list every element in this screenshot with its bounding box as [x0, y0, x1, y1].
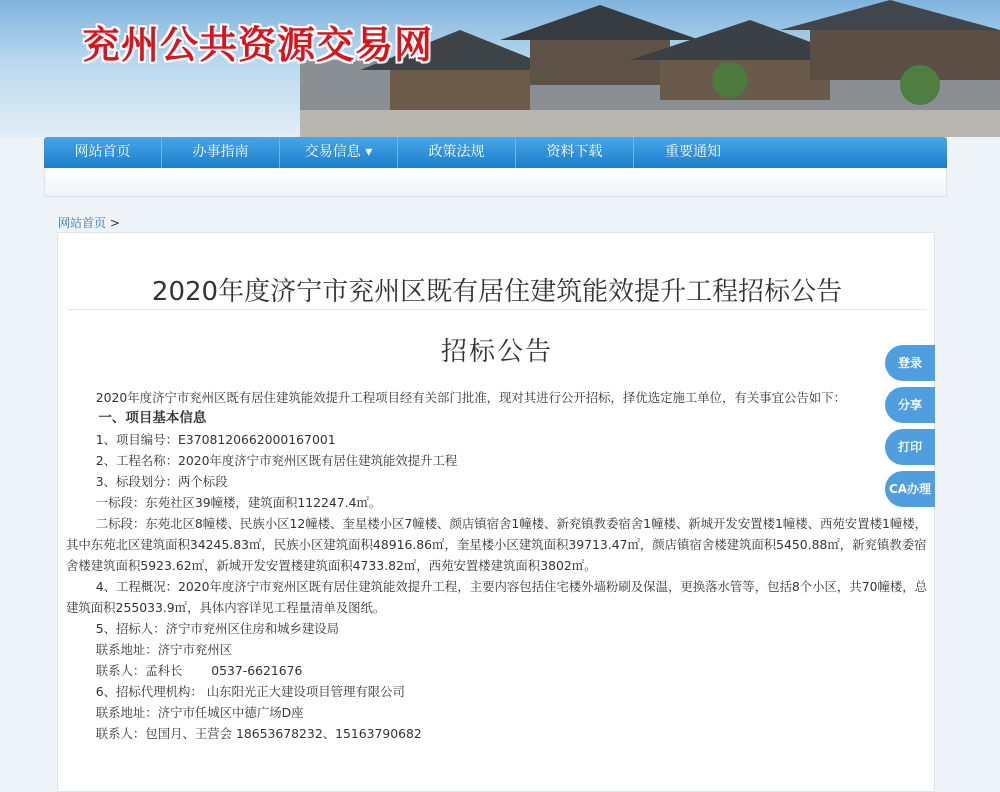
share-button[interactable]: 分享	[885, 387, 935, 423]
paragraph: 联系地址：济宁市任城区中德广场D座	[95, 705, 304, 720]
article-body	[66, 387, 931, 744]
print-button[interactable]: 打印	[885, 429, 935, 465]
nav-trade-info[interactable]: 交易信息 ▾	[280, 137, 398, 168]
ca-service-button[interactable]: CA办理	[885, 471, 935, 507]
site-title: 兖州公共资源交易网	[82, 23, 434, 67]
article-panel	[57, 232, 935, 792]
login-button[interactable]: 登录	[885, 345, 935, 381]
breadcrumb-separator: >	[106, 216, 120, 230]
paragraph: 6、招标代理机构： 山东阳光正大建设项目管理有限公司	[95, 684, 405, 699]
paragraph: 2、工程名称：2020年度济宁市兖州区既有居住建筑能效提升工程	[95, 453, 458, 468]
section-heading: 一、项目基本信息	[98, 410, 207, 426]
main-nav	[44, 137, 947, 168]
article-title: 2020年度济宁市兖州区既有居住建筑能效提升工程招标公告	[151, 277, 843, 307]
nav-notices[interactable]: 重要通知	[665, 144, 721, 160]
paragraph: 联系地址：济宁市兖州区	[95, 642, 233, 657]
paragraph: 一标段：东苑社区39幢楼，建筑面积112247.4㎡。	[95, 495, 382, 510]
nav-downloads[interactable]: 资料下载	[516, 137, 634, 168]
paragraph: 4、工程概况：2020年度济宁市兖州区既有居住建筑能效提升工程，主要内容包括住宅楼外墙粉刷及保温，更换落水管等，包括8个小区，共70幢楼，总建筑面积255033.9㎡，具体内容详见工程量清单及图纸。	[66, 579, 928, 615]
paragraph: 二标段：东苑北区8幢楼、民族小区12幢楼、奎星楼小区7幢楼、颜店镇宿舍1幢楼、新兖镇教委宿舍1幢楼、新城开发安置楼1幢楼、西苑安置楼1幢楼，其中东苑北区建筑面积34245.83㎡，民族小区建筑面积48916.86㎡，奎星楼小区建筑面积39713.47㎡，颜店镇宿舍楼建筑面积5450.88㎡，新兖镇教委宿舍楼建筑面积5923.62㎡，新城开发安置楼建筑面积4733.82㎡，西苑安置楼建筑面积3802㎡。	[66, 516, 928, 573]
nav-home[interactable]: 网站首页	[44, 137, 162, 168]
nav-guide[interactable]: 办事指南	[162, 137, 280, 168]
nav-policy[interactable]: 政策法规	[398, 137, 516, 168]
paragraph: 联系人：包国月、王营会 18653678232、15163790682	[95, 726, 422, 741]
breadcrumb-home[interactable]: 网站首页	[58, 216, 107, 230]
article-subtitle: 招标公告	[440, 337, 553, 367]
paragraph: 3、标段划分：两个标段	[95, 474, 228, 489]
paragraph: 联系人：孟科长 0537-6621676	[95, 663, 303, 678]
header-banner	[0, 0, 1000, 137]
paragraph: 2020年度济宁市兖州区既有居住建筑能效提升工程项目经有关部门批准，现对其进行公开招标，择优选定施工单位，有关事宜公告如下：	[95, 390, 846, 405]
paragraph: 5、招标人：济宁市兖州区住房和城乡建设局	[95, 621, 340, 636]
paragraph: 1、项目编号：E3708120662000167001	[95, 432, 336, 447]
sub-nav-strip	[44, 168, 947, 197]
breadcrumb	[58, 214, 120, 231]
divider	[68, 309, 926, 310]
